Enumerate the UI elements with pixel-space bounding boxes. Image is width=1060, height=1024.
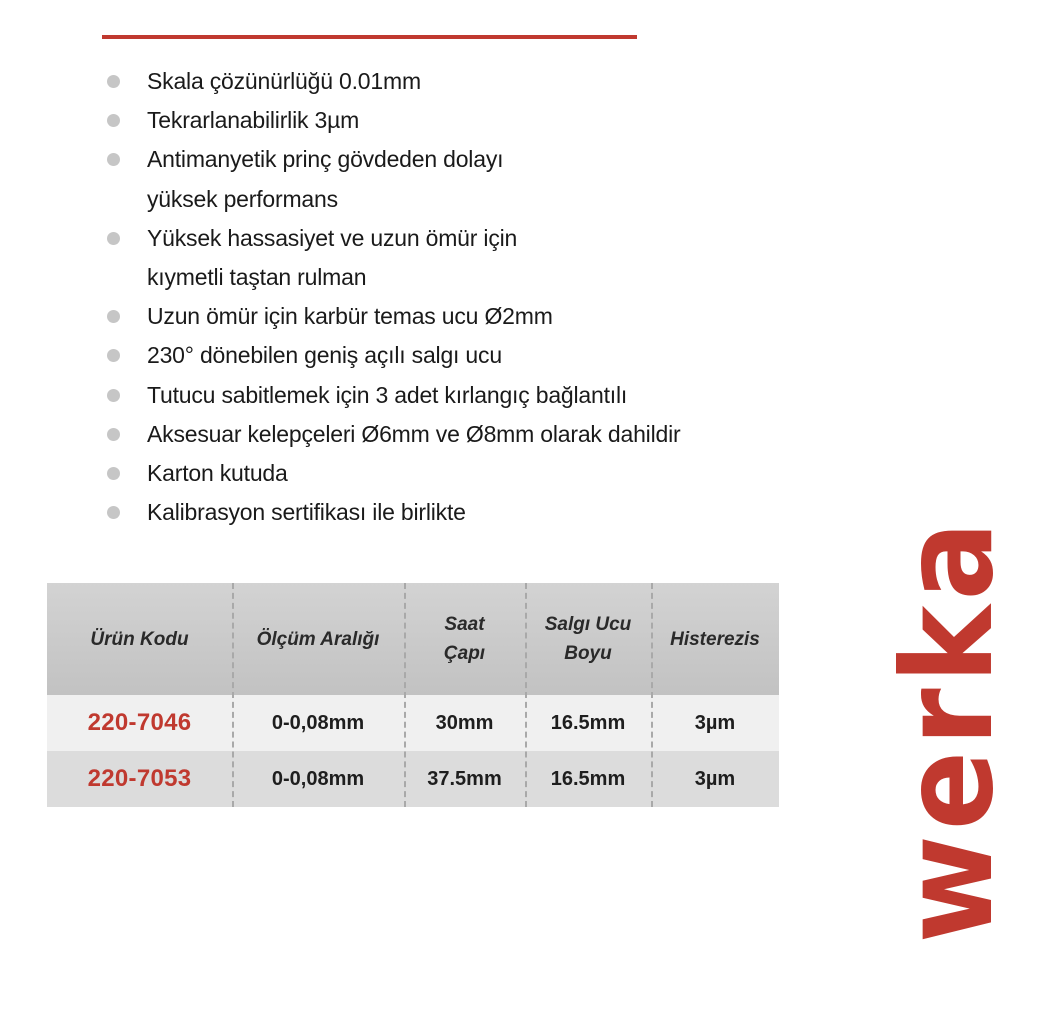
header-dial-diameter — [404, 583, 525, 695]
bullet-icon — [107, 428, 120, 441]
probe-length-cell: 16.5mm — [550, 711, 626, 734]
bullet-icon — [107, 75, 120, 88]
feature-item — [102, 493, 680, 532]
feature-text: Skala çözünürlüğü 0.01mm — [147, 68, 421, 94]
bullet-icon — [107, 153, 120, 166]
bullet-icon — [107, 389, 120, 402]
header-product-code — [47, 583, 232, 695]
feature-item — [102, 454, 680, 493]
dial-diameter-cell: 37.5mm — [427, 767, 502, 790]
column-divider — [232, 583, 234, 807]
header-probe-length — [525, 583, 651, 695]
header-label: Ölçüm Aralığı — [256, 628, 380, 650]
header-label: Çapı — [443, 643, 486, 664]
header-label: Ürün Kodu — [90, 628, 189, 650]
product-code-cell: 220-7053 — [87, 765, 192, 792]
header-label: Histerezis — [670, 628, 760, 650]
feature-text: Karton kutuda — [147, 460, 288, 487]
feature-item — [102, 140, 680, 218]
bullet-icon — [107, 310, 120, 323]
measuring-range-cell: 0-0,08mm — [271, 711, 365, 734]
feature-item — [102, 415, 680, 454]
dial-diameter-cell: 30mm — [435, 711, 494, 734]
feature-item — [102, 376, 680, 415]
spec-table — [47, 583, 779, 807]
column-divider — [651, 583, 653, 807]
werka-logo — [875, 480, 1021, 980]
bullet-icon — [107, 114, 120, 127]
measuring-range-cell: 0-0,08mm — [271, 767, 365, 790]
feature-item — [102, 297, 680, 336]
bullet-icon — [107, 232, 120, 245]
feature-item — [102, 336, 680, 375]
table-header-row — [47, 583, 779, 695]
feature-list — [102, 62, 680, 532]
feature-item — [102, 219, 680, 297]
feature-text: Uzun ömür için karbür temas ucu Ø2mm — [147, 303, 553, 330]
feature-item — [102, 62, 680, 101]
feature-text: Kalibrasyon sertifikası ile birlikte — [147, 499, 466, 526]
feature-text: Aksesuar kelepçeleri Ø6mm ve Ø8mm olarak dahildir — [147, 420, 681, 447]
feature-text: 230° dönebilen geniş açılı salgı ucu — [147, 342, 502, 369]
bullet-icon — [107, 506, 120, 519]
feature-text-continued: yüksek performans — [147, 185, 338, 212]
header-measuring-range — [232, 583, 404, 695]
product-code-cell: 220-7046 — [87, 709, 192, 736]
header-label: Salgı Ucu — [544, 614, 632, 635]
feature-item — [102, 101, 680, 140]
table-row — [47, 751, 779, 807]
column-divider — [404, 583, 406, 807]
bullet-icon — [107, 467, 120, 480]
hysteresis-cell: 3µm — [694, 711, 736, 734]
feature-text: Tekrarlanabilirlik 3µm — [147, 107, 360, 134]
table-row — [47, 695, 779, 751]
header-hysteresis — [651, 583, 779, 695]
hysteresis-cell: 3µm — [694, 767, 736, 790]
top-accent-rule — [102, 35, 637, 39]
feature-text: Antimanyetik prinç gövdeden dolayı — [147, 146, 504, 173]
bullet-icon — [107, 349, 120, 362]
header-label: Saat — [444, 614, 485, 635]
brand-wordmark: werka — [875, 516, 1021, 944]
column-divider — [525, 583, 527, 807]
feature-text: Yüksek hassasiyet ve uzun ömür için — [147, 224, 518, 251]
feature-text-continued: kıymetli taştan rulman — [147, 264, 367, 291]
probe-length-cell: 16.5mm — [550, 767, 626, 790]
header-label: Boyu — [564, 643, 612, 664]
feature-text: Tutucu sabitlemek için 3 adet kırlangıç bağlantılı — [147, 381, 628, 408]
